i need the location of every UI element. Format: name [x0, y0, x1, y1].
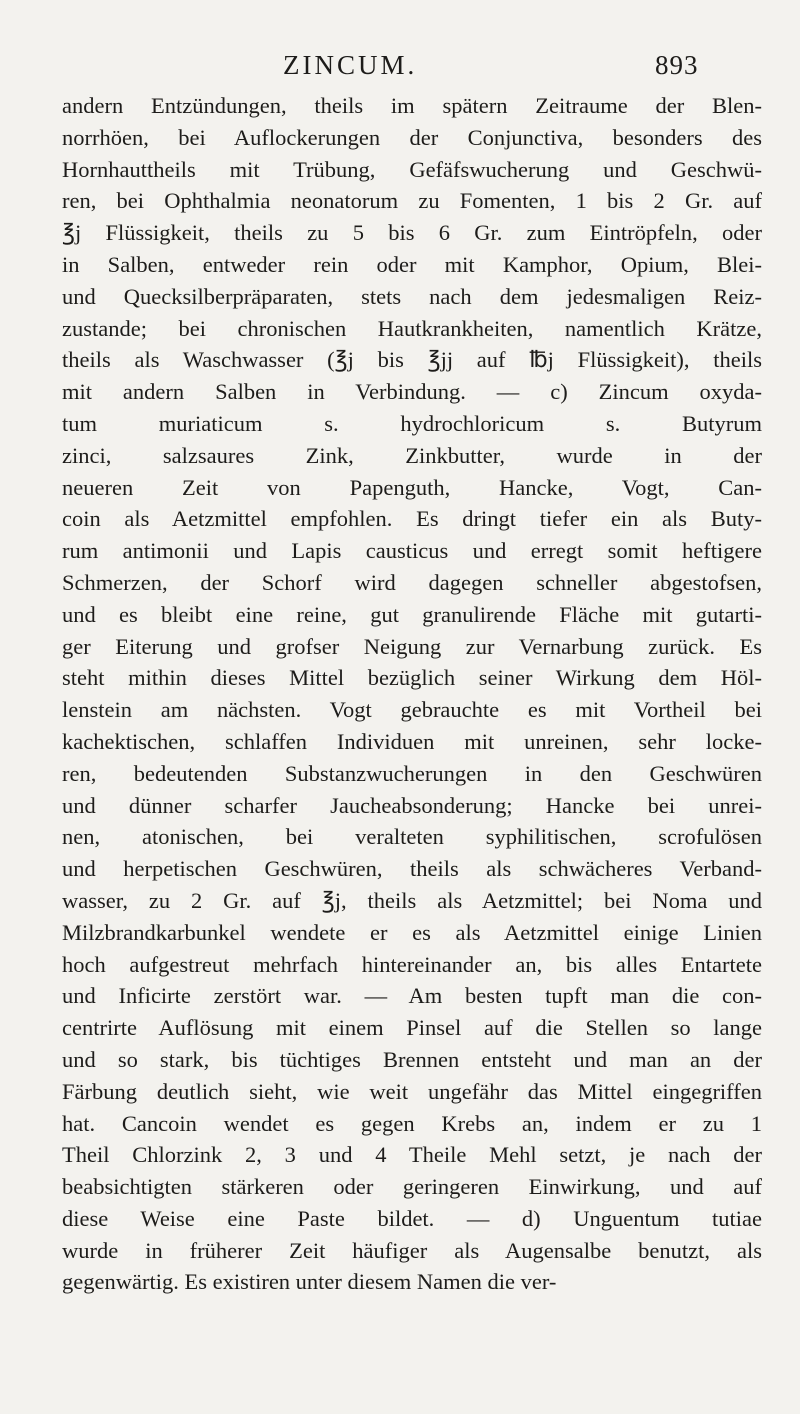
text-line: ger Eiterung und grofser Neigung zur Vernarbung zurück. Es: [62, 633, 762, 659]
text-line: beabsichtigten stärkeren oder geringeren Einwirkung, und auf: [62, 1174, 762, 1200]
text-line: und so stark, bis tüchtiges Brennen entsteht und man an der: [62, 1046, 762, 1072]
body-text: [62, 90, 762, 1298]
text-line: Milzbrandkarbunkel wendete er es als Aetzmittel einige Linien: [62, 919, 762, 945]
text-line: mit andern Salben in Verbindung. — c) Zincum oxyda-: [62, 379, 762, 405]
text-line: und es bleibt eine reine, gut granulirende Fläche mit gutarti-: [62, 601, 762, 627]
text-line: kachektischen, schlaffen Individuen mit unreinen, sehr locke-: [62, 728, 762, 754]
text-line: und dünner scharfer Jaucheabsonderung; Hancke bei unrei-: [62, 792, 762, 818]
running-head: [0, 50, 800, 90]
text-line: und Quecksilberpräparaten, stets nach dem jedesmaligen Reiz-: [62, 283, 762, 309]
running-head-title: ZINCUM.: [283, 50, 418, 80]
text-line: wasser, zu 2 Gr. auf ℥j, theils als Aetzmittel; bei Noma und: [62, 887, 762, 913]
text-line: steht mithin dieses Mittel bezüglich seiner Wirkung dem Höl-: [62, 665, 762, 691]
text-line: und Inficirte zerstört war. — Am besten tupft man die con-: [62, 983, 762, 1009]
text-line: wurde in früherer Zeit häufiger als Augensalbe benutzt, als: [62, 1237, 762, 1263]
text-line: ren, bedeutenden Substanzwucherungen in den Geschwüren: [62, 760, 762, 786]
text-line: zustande; bei chronischen Hautkrankheiten, namentlich Krätze,: [62, 315, 762, 341]
text-line: ren, bei Ophthalmia neonatorum zu Fomenten, 1 bis 2 Gr. auf: [62, 188, 762, 214]
text-line: diese Weise eine Paste bildet. — d) Unguentum tutiae: [62, 1205, 762, 1231]
text-line: und herpetischen Geschwüren, theils als schwächeres Verband-: [62, 856, 762, 882]
text-line: rum antimonii und Lapis causticus und erregt somit heftigere: [62, 538, 762, 564]
page-number: 893: [655, 50, 699, 80]
text-line: Hornhauttheils mit Trübung, Gefäfswucherung und Geschwü-: [62, 156, 762, 182]
text-line: zinci, salzsaures Zink, Zinkbutter, wurde in der: [62, 442, 762, 468]
text-line: Schmerzen, der Schorf wird dagegen schneller abgestofsen,: [62, 569, 762, 595]
text-line: Färbung deutlich sieht, wie weit ungefähr das Mittel eingegriffen: [62, 1078, 762, 1104]
text-line: hat. Cancoin wendet es gegen Krebs an, indem er zu 1: [62, 1110, 762, 1136]
text-line: coin als Aetzmittel empfohlen. Es dringt tiefer ein als Buty-: [62, 506, 762, 532]
text-line: in Salben, entweder rein oder mit Kamphor, Opium, Blei-: [62, 251, 762, 277]
text-line: centrirte Auflösung mit einem Pinsel auf die Stellen so lange: [62, 1015, 762, 1041]
text-line: neueren Zeit von Papenguth, Hancke, Vogt, Can-: [62, 474, 762, 500]
text-line: hoch aufgestreut mehrfach hintereinander an, bis alles Entartete: [62, 951, 762, 977]
text-line: Theil Chlorzink 2, 3 und 4 Theile Mehl setzt, je nach der: [62, 1142, 762, 1168]
text-line: nen, atonischen, bei veralteten syphilitischen, scrofulösen: [62, 824, 762, 850]
text-line: norrhöen, bei Auflockerungen der Conjunctiva, besonders des: [62, 124, 762, 150]
text-line: lenstein am nächsten. Vogt gebrauchte es mit Vortheil bei: [62, 697, 762, 723]
text-line: gegenwärtig. Es existiren unter diesem Namen die ver-: [62, 1269, 557, 1295]
text-line: theils als Waschwasser (℥j bis ℥jj auf ℔j Flüssigkeit), theils: [62, 347, 762, 373]
text-line: ℥j Flüssigkeit, theils zu 5 bis 6 Gr. zum Eintröpfeln, oder: [62, 220, 762, 246]
text-line: andern Entzündungen, theils im spätern Zeitraume der Blen-: [62, 93, 762, 118]
text-line: tum muriaticum s. hydrochloricum s. Butyrum: [62, 410, 762, 436]
